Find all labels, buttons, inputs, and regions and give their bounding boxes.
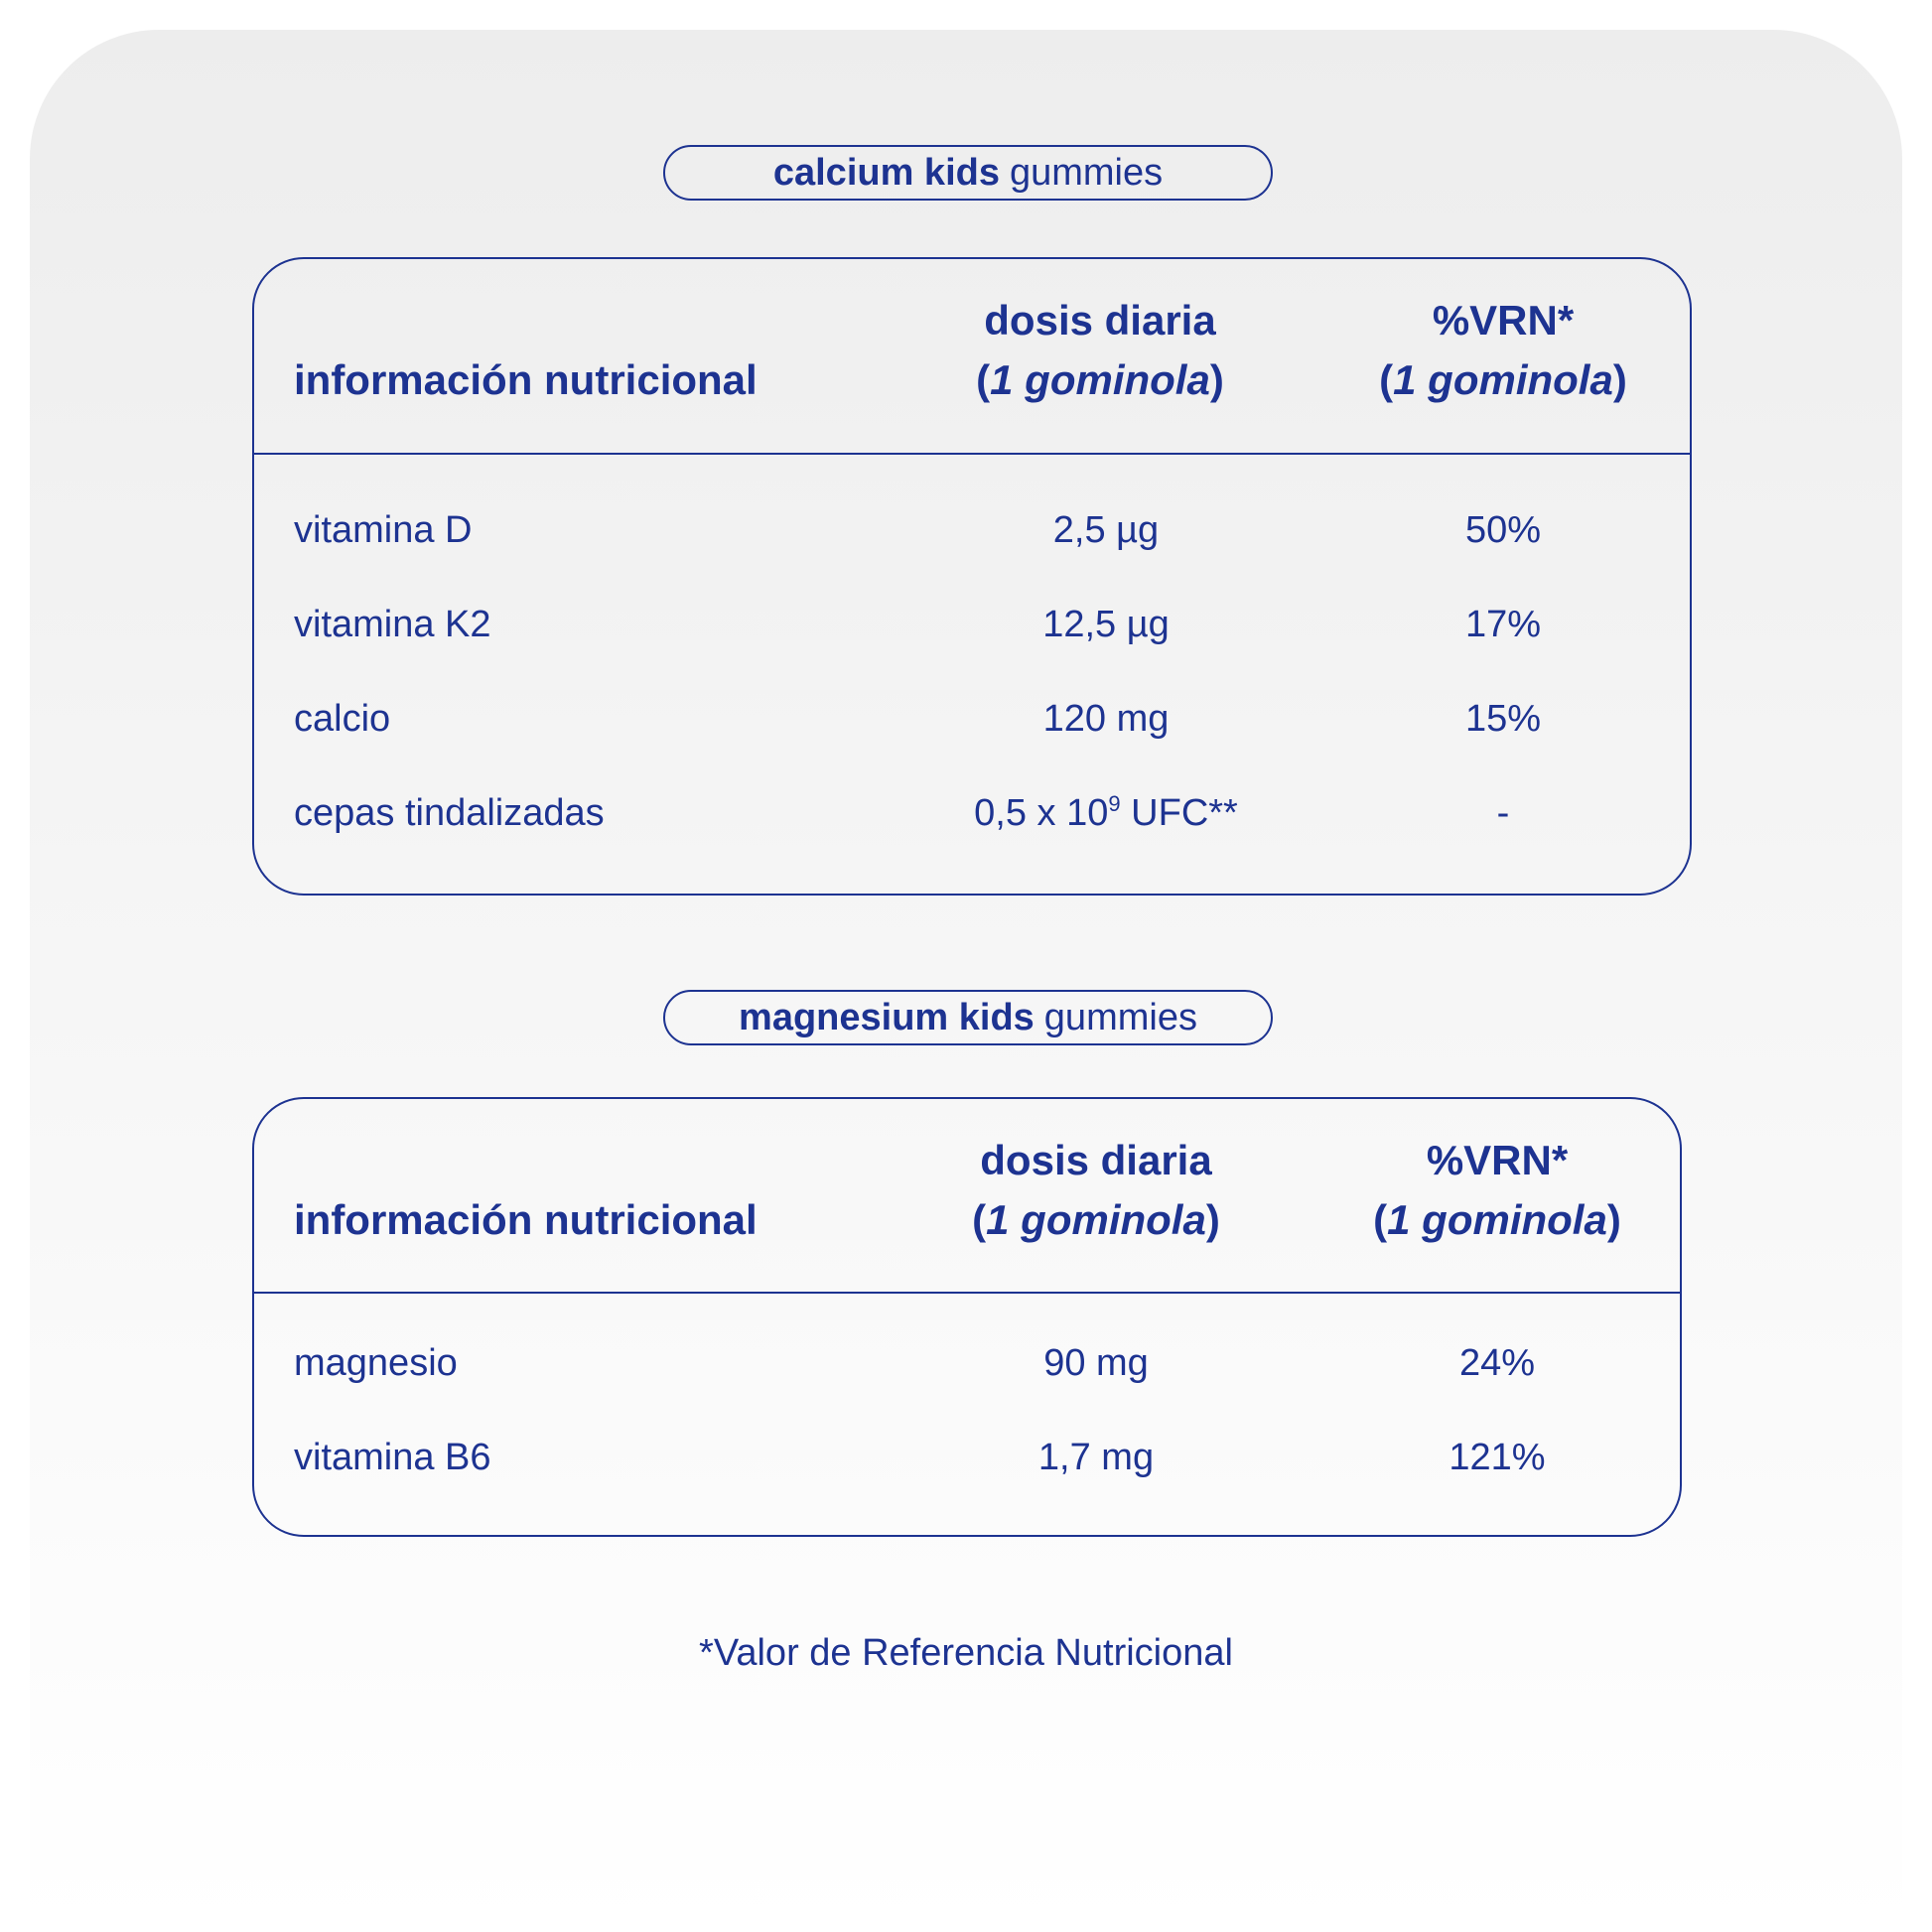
header-vrn: %VRN* (1 gominola) xyxy=(1379,297,1627,403)
title-bold: calcium kids xyxy=(772,151,1000,194)
footnote: *Valor de Referencia Nutricional xyxy=(699,1632,1233,1674)
header-vrn: %VRN* (1 gominola) xyxy=(1373,1137,1621,1243)
magnesium-title-badge xyxy=(663,990,1273,1045)
dose-with-exponent: 0,5 x $10^9$ UFC** xyxy=(974,791,1238,834)
title-regular: gummies xyxy=(1009,151,1164,194)
table-row: calcio 120 mg 15% xyxy=(294,698,1542,740)
table-row: magnesio 90 mg 24% xyxy=(294,1342,1536,1384)
header-daily-dose: dosis diaria (1 gominola) xyxy=(972,1137,1220,1243)
table-row: vitamina D 2,5 µg 50% xyxy=(294,509,1542,551)
magnesium-nutrition-table xyxy=(252,1097,1682,1537)
header-daily-dose: dosis diaria (1 gominola) xyxy=(976,297,1224,403)
calcium-nutrition-table xyxy=(252,257,1692,896)
header-nutrition-info: información nutricional xyxy=(294,356,758,403)
table-header xyxy=(254,1099,1680,1294)
table-row: vitamina B6 1,7 mg 121% xyxy=(294,1437,1546,1478)
table-header xyxy=(254,259,1690,455)
table-row: cepas tindalizadas 0,5 x $10^9$ UFC** - xyxy=(254,783,1690,843)
calcium-title-badge xyxy=(663,145,1273,201)
table-row: vitamina K2 12,5 µg 17% xyxy=(294,604,1542,645)
header-nutrition-info: información nutricional xyxy=(294,1196,758,1243)
title-bold: magnesium kids xyxy=(739,996,1035,1038)
title-regular: gummies xyxy=(1043,996,1197,1038)
